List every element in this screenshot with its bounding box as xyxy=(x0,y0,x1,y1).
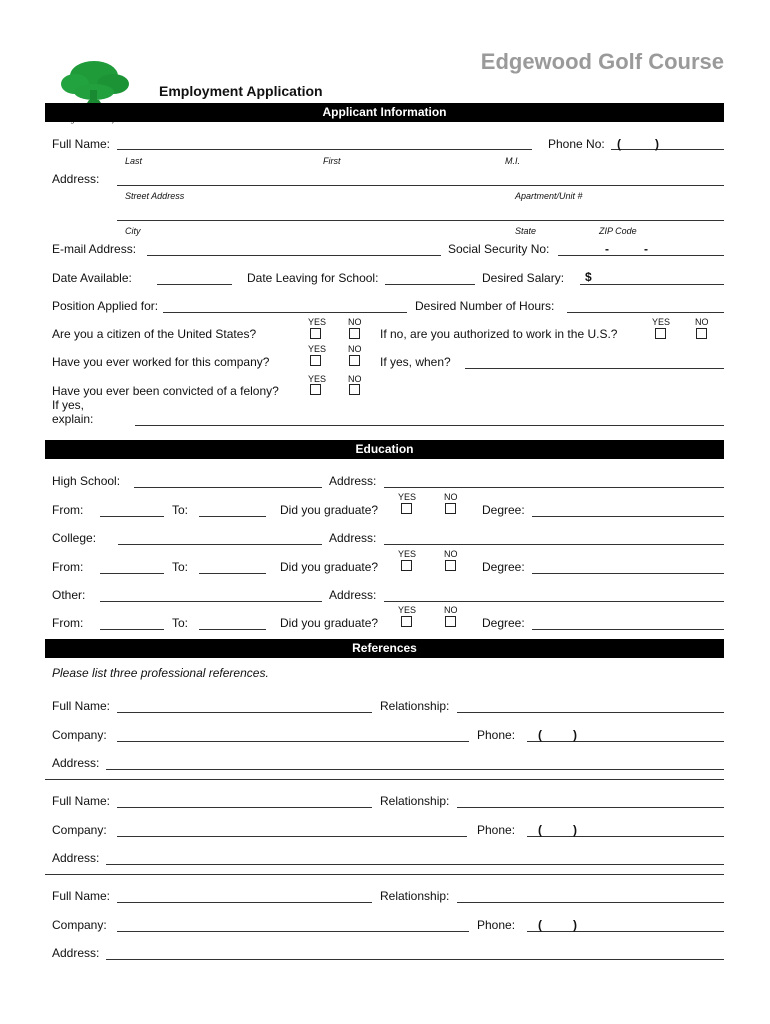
ref3-company-field[interactable] xyxy=(117,931,469,932)
hint-first: First xyxy=(323,156,341,166)
label-to: To: xyxy=(172,616,189,630)
section-bar-references xyxy=(45,639,724,658)
phone-paren-close: ) xyxy=(655,137,659,151)
ref2-name-field[interactable] xyxy=(117,807,372,808)
college-from-field[interactable] xyxy=(100,573,164,574)
label-company: Company: xyxy=(52,918,107,932)
company-title: Edgewood Golf Course xyxy=(480,49,724,74)
label-address: Address: xyxy=(52,756,100,770)
yes-label: YES xyxy=(308,374,327,384)
dollar-sign: $ xyxy=(585,270,592,284)
hint-apt: Apartment/Unit # xyxy=(515,191,583,201)
worked-yes-checkbox[interactable] xyxy=(310,355,321,366)
ref3-address-field[interactable] xyxy=(106,959,724,960)
date-leaving-field[interactable] xyxy=(385,284,475,285)
label-from: From: xyxy=(52,503,84,517)
label-date-leaving: Date Leaving for School: xyxy=(247,271,379,285)
position-field[interactable] xyxy=(163,312,407,313)
ref3-relationship-field[interactable] xyxy=(457,902,724,903)
label-address: Address: xyxy=(329,588,377,602)
college-address-field[interactable] xyxy=(384,544,724,545)
form-title: Employment Application xyxy=(159,83,323,99)
label-date-available: Date Available: xyxy=(52,271,132,285)
section-title: References xyxy=(352,641,417,655)
ref2-relationship-field[interactable] xyxy=(457,807,724,808)
other-to-field[interactable] xyxy=(199,629,266,630)
hint-street: Street Address xyxy=(125,191,185,201)
phone-field[interactable] xyxy=(611,149,724,150)
label-company: Company: xyxy=(52,823,107,837)
college-degree-field[interactable] xyxy=(532,573,724,574)
authorized-no-checkbox[interactable] xyxy=(696,328,707,339)
ref-divider xyxy=(45,779,724,780)
college-to-field[interactable] xyxy=(199,573,266,574)
label-relationship: Relationship: xyxy=(380,889,450,903)
phone-paren-close: ) xyxy=(573,728,577,742)
label-if-yes: If yes, xyxy=(52,398,85,412)
high-school-address-field[interactable] xyxy=(384,487,724,488)
worked-no-checkbox[interactable] xyxy=(349,355,360,366)
citizen-yes-checkbox[interactable] xyxy=(310,328,321,339)
ref1-relationship-field[interactable] xyxy=(457,712,724,713)
label-degree: Degree: xyxy=(482,560,525,574)
felony-no-checkbox[interactable] xyxy=(349,384,360,395)
label-graduate: Did you graduate? xyxy=(280,616,379,630)
citizen-no-checkbox[interactable] xyxy=(349,328,360,339)
question-citizen: Are you a citizen of the United States? xyxy=(52,327,257,341)
hs-from-field[interactable] xyxy=(100,516,164,517)
label-degree: Degree: xyxy=(482,616,525,630)
label-relationship: Relationship: xyxy=(380,794,450,808)
yes-label: YES xyxy=(398,492,417,502)
label-from: From: xyxy=(52,560,84,574)
no-label: NO xyxy=(444,492,458,502)
city-state-zip-field[interactable] xyxy=(117,220,724,221)
yes-label: YES xyxy=(398,549,417,559)
hs-graduate-yes-checkbox[interactable] xyxy=(401,503,412,514)
full-name-field[interactable] xyxy=(117,149,532,150)
yes-label: YES xyxy=(652,317,671,327)
label-relationship: Relationship: xyxy=(380,699,450,713)
label-address: Address: xyxy=(52,946,100,960)
phone-paren-open: ( xyxy=(617,137,621,151)
label-position: Position Applied for: xyxy=(52,299,159,313)
desired-salary-field[interactable] xyxy=(580,284,724,285)
label-high-school: High School: xyxy=(52,474,121,488)
phone-paren-open: ( xyxy=(538,823,542,837)
college-graduate-no-checkbox[interactable] xyxy=(445,560,456,571)
hs-degree-field[interactable] xyxy=(532,516,724,517)
label-address: Address: xyxy=(329,531,377,545)
yes-label: YES xyxy=(308,344,327,354)
hs-to-field[interactable] xyxy=(199,516,266,517)
college-graduate-yes-checkbox[interactable] xyxy=(401,560,412,571)
other-graduate-no-checkbox[interactable] xyxy=(445,616,456,627)
street-address-field[interactable] xyxy=(117,185,724,186)
no-label: NO xyxy=(695,317,709,327)
explain-field[interactable] xyxy=(135,425,724,426)
references-instruction: Please list three professional references. xyxy=(52,666,269,680)
ref1-phone-field[interactable] xyxy=(527,741,724,742)
hint-mi: M.I. xyxy=(505,156,520,166)
label-email: E-mail Address: xyxy=(52,242,137,256)
label-ssn: Social Security No: xyxy=(448,242,550,256)
label-full-name: Full Name: xyxy=(52,137,111,151)
ssn-dash-1: - xyxy=(605,242,609,256)
ref-divider xyxy=(45,874,724,875)
yes-label: YES xyxy=(308,317,327,327)
label-ref-full-name: Full Name: xyxy=(52,794,111,808)
ref3-name-field[interactable] xyxy=(117,902,372,903)
college-field[interactable] xyxy=(118,544,322,545)
label-graduate: Did you graduate? xyxy=(280,503,379,517)
label-college: College: xyxy=(52,531,97,545)
label-explain: explain: xyxy=(52,412,94,426)
other-field[interactable] xyxy=(100,601,322,602)
ref3-phone-field[interactable] xyxy=(527,931,724,932)
ref2-phone-field[interactable] xyxy=(527,836,724,837)
phone-paren-close: ) xyxy=(573,823,577,837)
ref1-company-field[interactable] xyxy=(117,741,469,742)
other-degree-field[interactable] xyxy=(532,629,724,630)
label-phone: Phone: xyxy=(477,728,516,742)
label-other: Other: xyxy=(52,588,86,602)
if-yes-when-field[interactable] xyxy=(465,368,724,369)
label-graduate: Did you graduate? xyxy=(280,560,379,574)
label-phone: Phone No: xyxy=(548,137,605,151)
label-degree: Degree: xyxy=(482,503,525,517)
ssn-field[interactable] xyxy=(558,255,724,256)
no-label: NO xyxy=(348,317,362,327)
label-if-yes-when: If yes, when? xyxy=(380,355,451,369)
label-to: To: xyxy=(172,560,189,574)
ssn-dash-2: - xyxy=(644,242,648,256)
section-bar-applicant xyxy=(45,103,724,122)
question-authorized: If no, are you authorized to work in the U.S.? xyxy=(380,327,618,341)
other-from-field[interactable] xyxy=(100,629,164,630)
other-graduate-yes-checkbox[interactable] xyxy=(401,616,412,627)
ref1-name-field[interactable] xyxy=(117,712,372,713)
section-title: Education xyxy=(355,442,414,456)
email-field[interactable] xyxy=(147,255,441,256)
label-phone: Phone: xyxy=(477,918,516,932)
authorized-yes-checkbox[interactable] xyxy=(655,328,666,339)
label-address: Address: xyxy=(329,474,377,488)
label-desired-salary: Desired Salary: xyxy=(482,271,565,285)
no-label: NO xyxy=(348,374,362,384)
yes-label: YES xyxy=(398,605,417,615)
felony-yes-checkbox[interactable] xyxy=(310,384,321,395)
label-to: To: xyxy=(172,503,189,517)
section-title: Applicant Information xyxy=(322,105,447,119)
high-school-field[interactable] xyxy=(134,487,322,488)
phone-paren-open: ( xyxy=(538,918,542,932)
label-ref-full-name: Full Name: xyxy=(52,889,111,903)
ref2-address-field[interactable] xyxy=(106,864,724,865)
label-address: Address: xyxy=(52,851,100,865)
phone-paren-close: ) xyxy=(573,918,577,932)
label-company: Company: xyxy=(52,728,107,742)
section-bar-education xyxy=(45,440,724,459)
no-label: NO xyxy=(348,344,362,354)
hs-graduate-no-checkbox[interactable] xyxy=(445,503,456,514)
other-address-field[interactable] xyxy=(384,601,724,602)
question-worked: Have you ever worked for this company? xyxy=(52,355,270,369)
label-from: From: xyxy=(52,616,84,630)
hint-state: State xyxy=(515,226,537,236)
label-address: Address: xyxy=(52,172,100,186)
no-label: NO xyxy=(444,605,458,615)
ref2-company-field[interactable] xyxy=(117,836,467,837)
hint-last: Last xyxy=(125,156,143,166)
hint-zip: ZIP Code xyxy=(599,226,637,236)
desired-hours-field[interactable] xyxy=(567,312,724,313)
hint-city: City xyxy=(125,226,141,236)
ref1-address-field[interactable] xyxy=(106,769,724,770)
date-available-field[interactable] xyxy=(157,284,232,285)
question-felony: Have you ever been convicted of a felony? xyxy=(52,384,279,398)
label-ref-full-name: Full Name: xyxy=(52,699,111,713)
label-desired-hours: Desired Number of Hours: xyxy=(415,299,555,313)
no-label: NO xyxy=(444,549,458,559)
label-phone: Phone: xyxy=(477,823,516,837)
phone-paren-open: ( xyxy=(538,728,542,742)
